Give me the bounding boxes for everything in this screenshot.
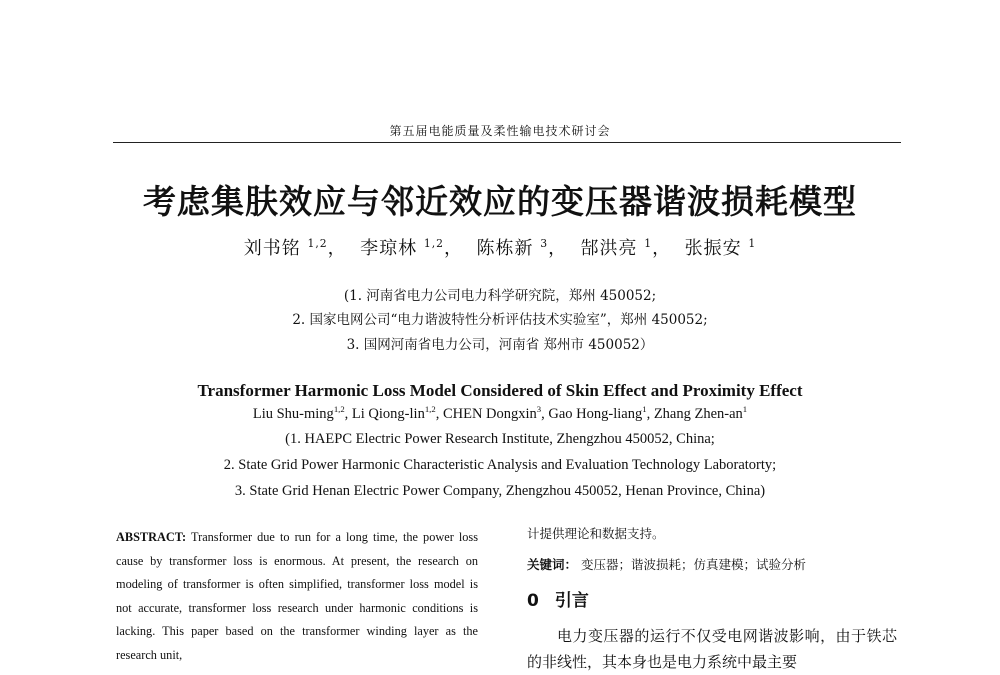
author-zh: 张振安 $^1$ <box>684 237 757 259</box>
affiliation-zh-2: 2. 国家电网公司“电力谐波特性分析评估技术实验室”，郑州 450052; <box>292 312 708 328</box>
author-en: CHEN Dongxin$^3$, <box>442 404 549 422</box>
right-column <box>527 524 897 675</box>
author-en: Li Qiong-lin$^{1,2}$, <box>351 404 443 422</box>
abstract-text: Transformer due to run for a long time, the power loss cause by transformer loss is enormous. At present, the research on modeling of transformer is often simplified, transformer loss model is not accurate, transformer loss research under harmonic conditions is lacking. This paper based on the transformer winding layer as the research unit, <box>116 530 478 662</box>
keywords-label: 关键词： <box>527 557 578 572</box>
author-zh: 李琼林 $^{1,2}$， <box>360 237 464 259</box>
author-en: Liu Shu-ming$^{1,2}$, <box>252 404 352 422</box>
authors-chinese <box>0 234 1000 260</box>
title-english: Transformer Harmonic Loss Model Considered of Skin Effect and Proximity Effect <box>197 381 803 400</box>
header-rule <box>113 142 901 143</box>
author-zh: 陈栋新 $^3$， <box>476 237 568 259</box>
affiliation-zh-1: (1. 河南省电力公司电力科学研究院，郑州 450052; <box>343 288 657 304</box>
running-head: 第五届电能质量及柔性输电技术研讨会 <box>389 124 611 138</box>
abstract-label: ABSTRACT: <box>116 530 187 544</box>
affiliation-en-2: 2. State Grid Power Harmonic Characteristic Analysis and Evaluation Technology Laboratorty; <box>223 457 777 473</box>
author-en: Gao Hong-liang$^1$, <box>548 404 654 422</box>
keywords-line <box>527 555 897 573</box>
author-zh: 郜洪亮 $^1$， <box>580 237 672 259</box>
affiliation-en-1: (1. HAEPC Electric Power Research Institute, Zhengzhou 450052, China; <box>285 431 715 447</box>
authors-english <box>0 406 1000 423</box>
author-en: Zhang Zhen-$an^1$ <box>653 404 748 422</box>
intro-paragraph: 电力变压器的运行不仅受电网谐波影响，由于铁芯的非线性，其本身也是电力系统中最主要 <box>527 627 897 671</box>
author-zh: 刘书铭 $^{1,2}$， <box>243 237 347 259</box>
affiliation-zh-3: 3. 国网河南省电力公司，河南省 郑州市 450052） <box>346 337 654 353</box>
section-number: 0 <box>527 591 539 611</box>
affiliation-en-3: 3. State Grid Henan Electric Power Company, Zhengzhou 450052, Henan Province, China) <box>234 483 766 499</box>
funding-line: 计提供理论和数据支持。 <box>527 526 665 541</box>
section-title: 引言 <box>554 591 589 611</box>
abstract-block <box>116 526 478 668</box>
title-chinese: 考虑集肤效应与邻近效应的变压器谐波损耗模型 <box>143 182 857 221</box>
section-heading <box>527 586 897 611</box>
keywords-text: 变压器；谐波损耗；仿真建模；试验分析 <box>581 557 807 572</box>
